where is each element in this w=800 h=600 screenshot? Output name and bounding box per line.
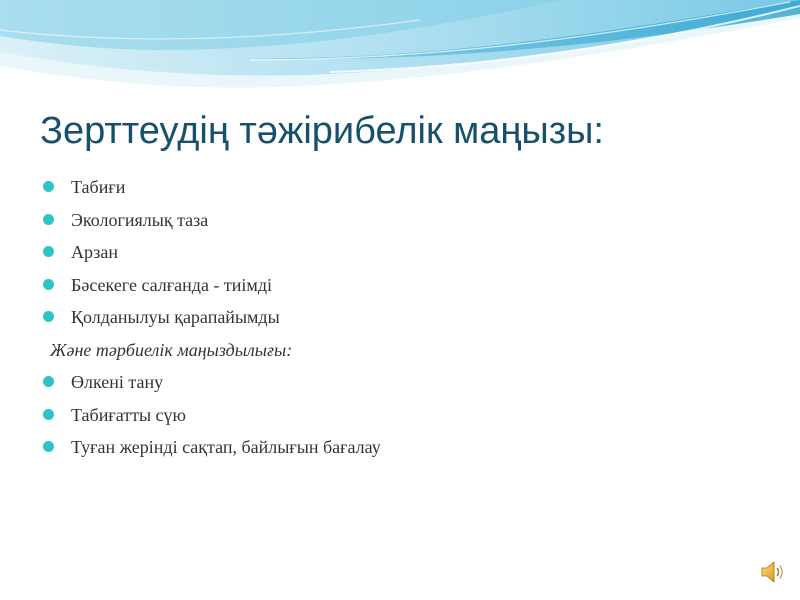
bullet-dot-icon xyxy=(43,311,54,322)
bullet-dot-icon xyxy=(43,441,54,452)
slide-title: Зерттеудің тәжірибелік маңызы: xyxy=(40,110,604,152)
bullet-item xyxy=(40,174,760,207)
bullet-item xyxy=(40,402,760,435)
bullet-item-text: Туған жерінді сақтап, байлығын бағалау xyxy=(71,437,381,457)
bullet-item xyxy=(40,434,760,467)
bullet-item xyxy=(40,369,760,402)
bullet-list xyxy=(40,174,760,467)
speaker-icon[interactable] xyxy=(758,558,786,586)
bullet-item-text: Өлкені тану xyxy=(71,372,164,392)
bullet-dot-icon xyxy=(43,376,54,387)
bullet-item xyxy=(40,207,760,240)
bullet-item xyxy=(40,304,760,337)
bullet-item-text: Қолданылуы қарапайымды xyxy=(71,307,280,327)
bullet-dot-icon xyxy=(43,214,54,225)
bullet-item-text: Табиғатты сүю xyxy=(71,404,186,425)
bullet-item-text: Экологиялық таза xyxy=(71,209,209,230)
bullet-item xyxy=(40,239,760,272)
bullet-item-text: Табиғи xyxy=(71,177,126,197)
subheading-item xyxy=(40,337,760,370)
bullet-dot-icon xyxy=(43,246,54,257)
bullet-dot-icon xyxy=(43,181,54,192)
bullet-item-text: Бәсекеге салғанда - тиімді xyxy=(71,274,272,295)
header-wave-decoration xyxy=(0,0,800,100)
bullet-item-text: Арзан xyxy=(71,242,118,262)
bullet-dot-icon xyxy=(43,409,54,420)
bullet-item-text: Және тәрбиелік маңыздылығы: xyxy=(50,339,293,360)
bullet-dot-icon xyxy=(43,279,54,290)
bullet-item xyxy=(40,272,760,305)
